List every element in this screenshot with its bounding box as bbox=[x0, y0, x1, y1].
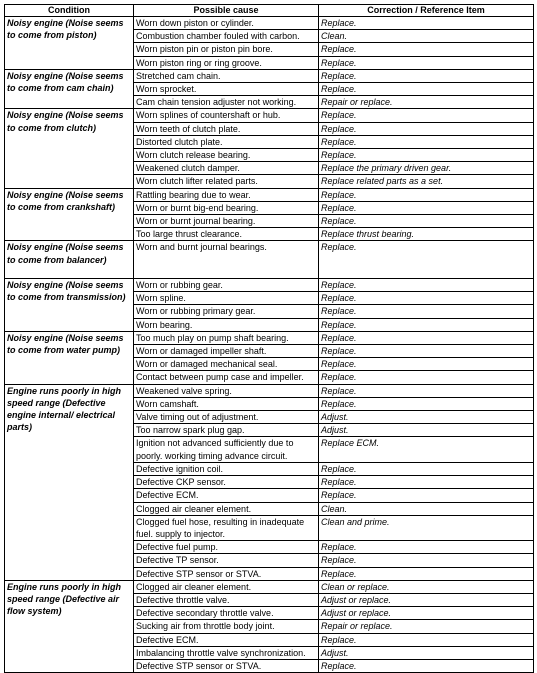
possible-cause-cell: Worn camshaft. bbox=[134, 397, 319, 410]
possible-cause-cell: Defective fuel pump. bbox=[134, 541, 319, 554]
correction-cell: Replace. bbox=[319, 541, 534, 554]
correction-cell: Adjust or replace. bbox=[319, 593, 534, 606]
table-body bbox=[5, 17, 534, 673]
condition-cell: Engine runs poorly in high speed range (Defective air flow system) bbox=[5, 580, 134, 672]
table-row bbox=[5, 17, 534, 30]
correction-cell: Replace. bbox=[319, 292, 534, 305]
possible-cause-cell: Worn or damaged mechanical seal. bbox=[134, 358, 319, 371]
table-row bbox=[5, 331, 534, 344]
correction-cell: Replace. bbox=[319, 56, 534, 69]
table-row bbox=[5, 69, 534, 82]
possible-cause-column-header: Possible cause bbox=[134, 5, 319, 17]
correction-cell: Replace. bbox=[319, 305, 534, 318]
correction-cell: Adjust. bbox=[319, 411, 534, 424]
table-row bbox=[5, 241, 534, 279]
correction-cell: Replace. bbox=[319, 489, 534, 502]
possible-cause-cell: Too large thrust clearance. bbox=[134, 228, 319, 241]
possible-cause-cell: Defective secondary throttle valve. bbox=[134, 607, 319, 620]
possible-cause-cell: Worn teeth of clutch plate. bbox=[134, 122, 319, 135]
possible-cause-cell: Weakened clutch damper. bbox=[134, 162, 319, 175]
correction-cell: Replace ECM. bbox=[319, 437, 534, 462]
possible-cause-cell: Worn splines of countershaft or hub. bbox=[134, 109, 319, 122]
possible-cause-cell: Defective TP sensor. bbox=[134, 554, 319, 567]
possible-cause-cell: Clogged air cleaner element. bbox=[134, 502, 319, 515]
troubleshooting-sheet bbox=[4, 4, 533, 673]
possible-cause-cell: Worn or damaged impeller shaft. bbox=[134, 345, 319, 358]
possible-cause-cell: Worn clutch release bearing. bbox=[134, 149, 319, 162]
correction-cell: Replace. bbox=[319, 384, 534, 397]
correction-cell: Clean. bbox=[319, 30, 534, 43]
correction-cell: Replace. bbox=[319, 633, 534, 646]
possible-cause-cell: Rattling bearing due to wear. bbox=[134, 188, 319, 201]
condition-column-header: Condition bbox=[5, 5, 134, 17]
correction-cell: Adjust. bbox=[319, 424, 534, 437]
possible-cause-cell: Sucking air from throttle body joint. bbox=[134, 620, 319, 633]
possible-cause-cell: Defective ECM. bbox=[134, 633, 319, 646]
possible-cause-cell: Clogged air cleaner element. bbox=[134, 580, 319, 593]
possible-cause-cell: Defective ECM. bbox=[134, 489, 319, 502]
correction-cell: Replace. bbox=[319, 279, 534, 292]
possible-cause-cell: Worn and burnt journal bearings. bbox=[134, 241, 319, 279]
possible-cause-cell: Weakened valve spring. bbox=[134, 384, 319, 397]
possible-cause-cell: Contact between pump case and impeller. bbox=[134, 371, 319, 384]
possible-cause-cell: Worn bearing. bbox=[134, 318, 319, 331]
condition-cell: Noisy engine (Noise seems to come from cam chain) bbox=[5, 69, 134, 109]
possible-cause-cell: Distorted clutch plate. bbox=[134, 135, 319, 148]
correction-cell: Replace. bbox=[319, 345, 534, 358]
possible-cause-cell: Defective STP sensor or STVA. bbox=[134, 659, 319, 672]
correction-cell: Replace. bbox=[319, 567, 534, 580]
correction-cell: Replace. bbox=[319, 201, 534, 214]
correction-cell: Replace. bbox=[319, 215, 534, 228]
correction-cell: Clean and prime. bbox=[319, 515, 534, 540]
table-row bbox=[5, 109, 534, 122]
possible-cause-cell: Defective throttle valve. bbox=[134, 593, 319, 606]
possible-cause-cell: Defective ignition coil. bbox=[134, 462, 319, 475]
correction-cell: Replace related parts as a set. bbox=[319, 175, 534, 188]
correction-cell: Replace. bbox=[319, 17, 534, 30]
correction-cell: Replace. bbox=[319, 43, 534, 56]
condition-cell: Noisy engine (Noise seems to come from transmission) bbox=[5, 279, 134, 332]
correction-cell: Replace. bbox=[319, 83, 534, 96]
header-row bbox=[5, 5, 534, 17]
condition-cell: Noisy engine (Noise seems to come from water pump) bbox=[5, 331, 134, 384]
table-row bbox=[5, 580, 534, 593]
condition-cell: Noisy engine (Noise seems to come from clutch) bbox=[5, 109, 134, 188]
troubleshooting-table bbox=[4, 4, 534, 673]
correction-cell: Replace. bbox=[319, 188, 534, 201]
correction-cell: Replace. bbox=[319, 659, 534, 672]
table-row bbox=[5, 384, 534, 397]
correction-cell: Replace. bbox=[319, 358, 534, 371]
condition-cell: Noisy engine (Noise seems to come from balancer) bbox=[5, 241, 134, 279]
correction-cell: Replace. bbox=[319, 69, 534, 82]
correction-cell: Replace. bbox=[319, 331, 534, 344]
possible-cause-cell: Worn or rubbing primary gear. bbox=[134, 305, 319, 318]
correction-cell: Adjust. bbox=[319, 646, 534, 659]
possible-cause-cell: Cam chain tension adjuster not working. bbox=[134, 96, 319, 109]
correction-cell: Replace. bbox=[319, 397, 534, 410]
correction-cell: Repair or replace. bbox=[319, 96, 534, 109]
possible-cause-cell: Worn down piston or cylinder. bbox=[134, 17, 319, 30]
table-row bbox=[5, 279, 534, 292]
possible-cause-cell: Worn spline. bbox=[134, 292, 319, 305]
condition-cell: Engine runs poorly in high speed range (Defective engine internal/ electrical parts) bbox=[5, 384, 134, 580]
correction-cell: Replace. bbox=[319, 135, 534, 148]
table-row bbox=[5, 188, 534, 201]
correction-cell: Replace. bbox=[319, 149, 534, 162]
condition-cell: Noisy engine (Noise seems to come from crankshaft) bbox=[5, 188, 134, 241]
correction-cell: Replace. bbox=[319, 122, 534, 135]
possible-cause-cell: Defective CKP sensor. bbox=[134, 476, 319, 489]
possible-cause-cell: Worn sprocket. bbox=[134, 83, 319, 96]
possible-cause-cell: Too much play on pump shaft bearing. bbox=[134, 331, 319, 344]
possible-cause-cell: Worn or rubbing gear. bbox=[134, 279, 319, 292]
correction-cell: Repair or replace. bbox=[319, 620, 534, 633]
correction-cell: Clean or replace. bbox=[319, 580, 534, 593]
correction-cell: Replace. bbox=[319, 371, 534, 384]
possible-cause-cell: Worn or burnt big-end bearing. bbox=[134, 201, 319, 214]
correction-cell: Replace thrust bearing. bbox=[319, 228, 534, 241]
possible-cause-cell: Imbalancing throttle valve synchronization. bbox=[134, 646, 319, 659]
possible-cause-cell: Combustion chamber fouled with carbon. bbox=[134, 30, 319, 43]
correction-cell: Replace. bbox=[319, 476, 534, 489]
possible-cause-cell: Worn piston ring or ring groove. bbox=[134, 56, 319, 69]
possible-cause-cell: Worn clutch lifter related parts. bbox=[134, 175, 319, 188]
correction-cell: Replace. bbox=[319, 462, 534, 475]
correction-cell: Replace. bbox=[319, 241, 534, 279]
correction-cell: Adjust or replace. bbox=[319, 607, 534, 620]
correction-cell: Replace the primary driven gear. bbox=[319, 162, 534, 175]
correction-cell: Replace. bbox=[319, 318, 534, 331]
possible-cause-cell: Valve timing out of adjustment. bbox=[134, 411, 319, 424]
condition-cell: Noisy engine (Noise seems to come from piston) bbox=[5, 17, 134, 70]
correction-cell: Replace. bbox=[319, 109, 534, 122]
possible-cause-cell: Worn piston pin or piston pin bore. bbox=[134, 43, 319, 56]
possible-cause-cell: Stretched cam chain. bbox=[134, 69, 319, 82]
correction-cell: Clean. bbox=[319, 502, 534, 515]
correction-cell: Replace. bbox=[319, 554, 534, 567]
possible-cause-cell: Too narrow spark plug gap. bbox=[134, 424, 319, 437]
possible-cause-cell: Clogged fuel hose, resulting in inadequate fuel. supply to injector. bbox=[134, 515, 319, 540]
possible-cause-cell: Defective STP sensor or STVA. bbox=[134, 567, 319, 580]
possible-cause-cell: Worn or burnt journal bearing. bbox=[134, 215, 319, 228]
possible-cause-cell: Ignition not advanced sufficiently due to poorly. working timing advance circuit. bbox=[134, 437, 319, 462]
correction-column-header: Correction / Reference Item bbox=[319, 5, 534, 17]
